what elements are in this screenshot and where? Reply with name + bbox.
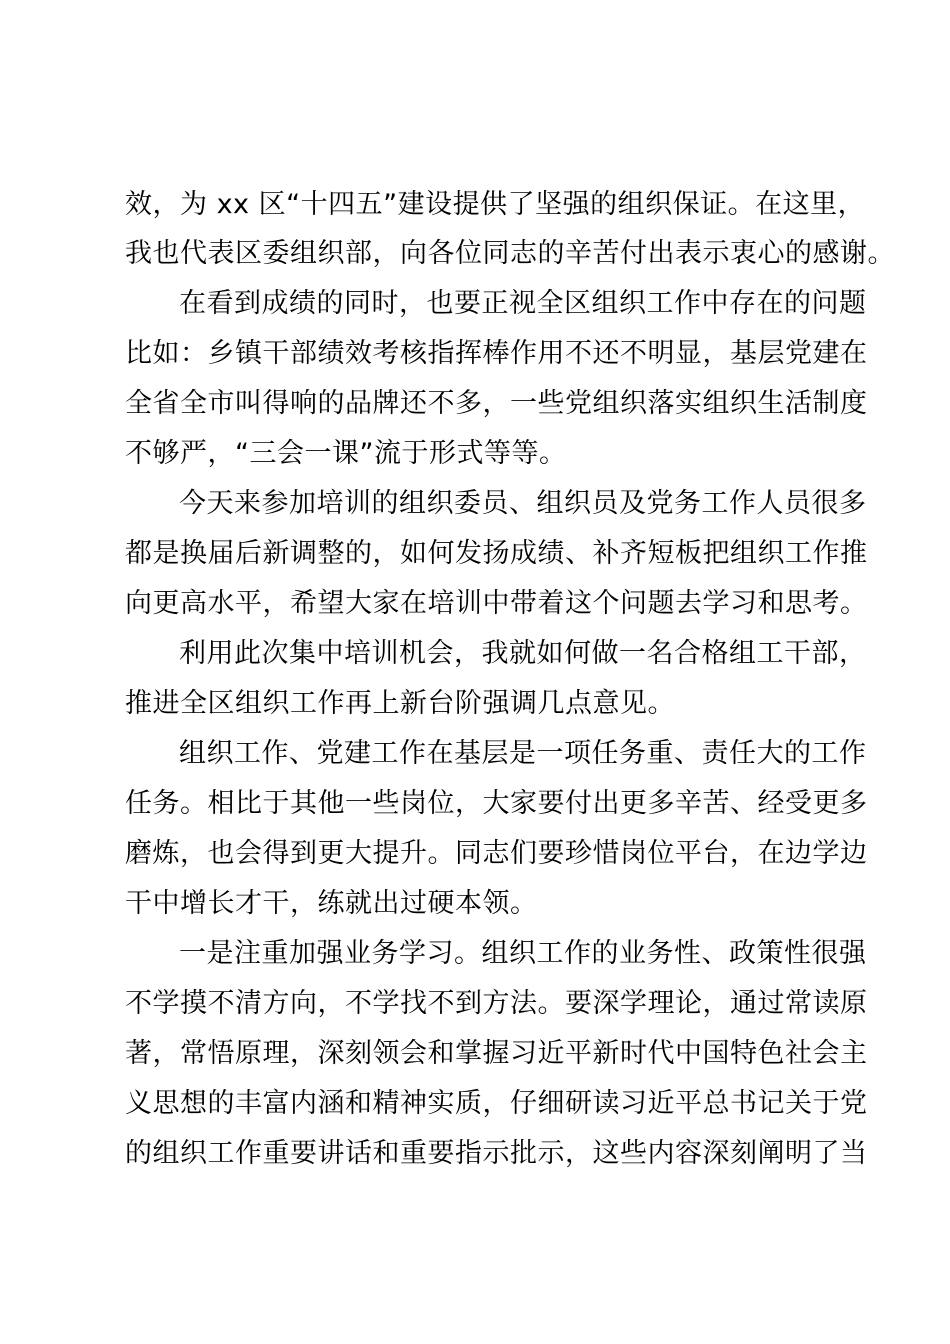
text-line: 不够严，“三会一课”流于形式等等。	[125, 438, 567, 469]
text-line: 不学摸不清方向，不学找不到方法。要深学理论，通过常读原	[125, 988, 868, 1019]
text-line: 干中增长才干，练就出过硬本领。	[125, 888, 538, 919]
text-line: 向更高水平，希望大家在培训中带着这个问题去学习和思考。	[125, 588, 868, 619]
text-line: 效，为 xx 区“十四五”建设提供了坚强的组织保证。在这里，	[125, 189, 866, 220]
text-line: 全省全市叫得响的品牌还不多，一些党组织落实组织生活制度	[125, 388, 868, 419]
text-line: 的组织工作重要讲话和重要指示批示，这些内容深刻阐明了当	[125, 1138, 868, 1169]
text-line: 磨炼，也会得到更大提升。同志们要珍惜岗位平台，在边学边	[125, 838, 868, 869]
text-line: 任务。相比于其他一些岗位，大家要付出更多辛苦、经受更多	[125, 788, 868, 819]
text-line: 一是注重加强业务学习。组织工作的业务性、政策性很强	[179, 938, 867, 969]
text-line: 都是换届后新调整的，如何发扬成绩、补齐短板把组织工作推	[125, 538, 868, 569]
text-line: 利用此次集中培训机会，我就如何做一名合格组工干部，	[179, 638, 867, 669]
text-line: 著，常悟原理，深刻领会和掌握习近平新时代中国特色社会主	[125, 1038, 868, 1069]
text-line: 今天来参加培训的组织委员、组织员及党务工作人员很多	[179, 488, 867, 519]
text-line: 在看到成绩的同时，也要正视全区组织工作中存在的问题	[179, 288, 867, 319]
text-line: 比如：乡镇干部绩效考核指挥棒作用不还不明显，基层党建在	[125, 338, 868, 369]
text-line: 义思想的丰富内涵和精神实质，仔细研读习近平总书记关于党	[125, 1088, 868, 1119]
text-line: 组织工作、党建工作在基层是一项任务重、责任大的工作	[179, 738, 867, 769]
text-line: 推进全区组织工作再上新台阶强调几点意见。	[125, 688, 675, 719]
text-line: 我也代表区委组织部，向各位同志的辛苦付出表示衷心的感谢。	[125, 238, 895, 269]
